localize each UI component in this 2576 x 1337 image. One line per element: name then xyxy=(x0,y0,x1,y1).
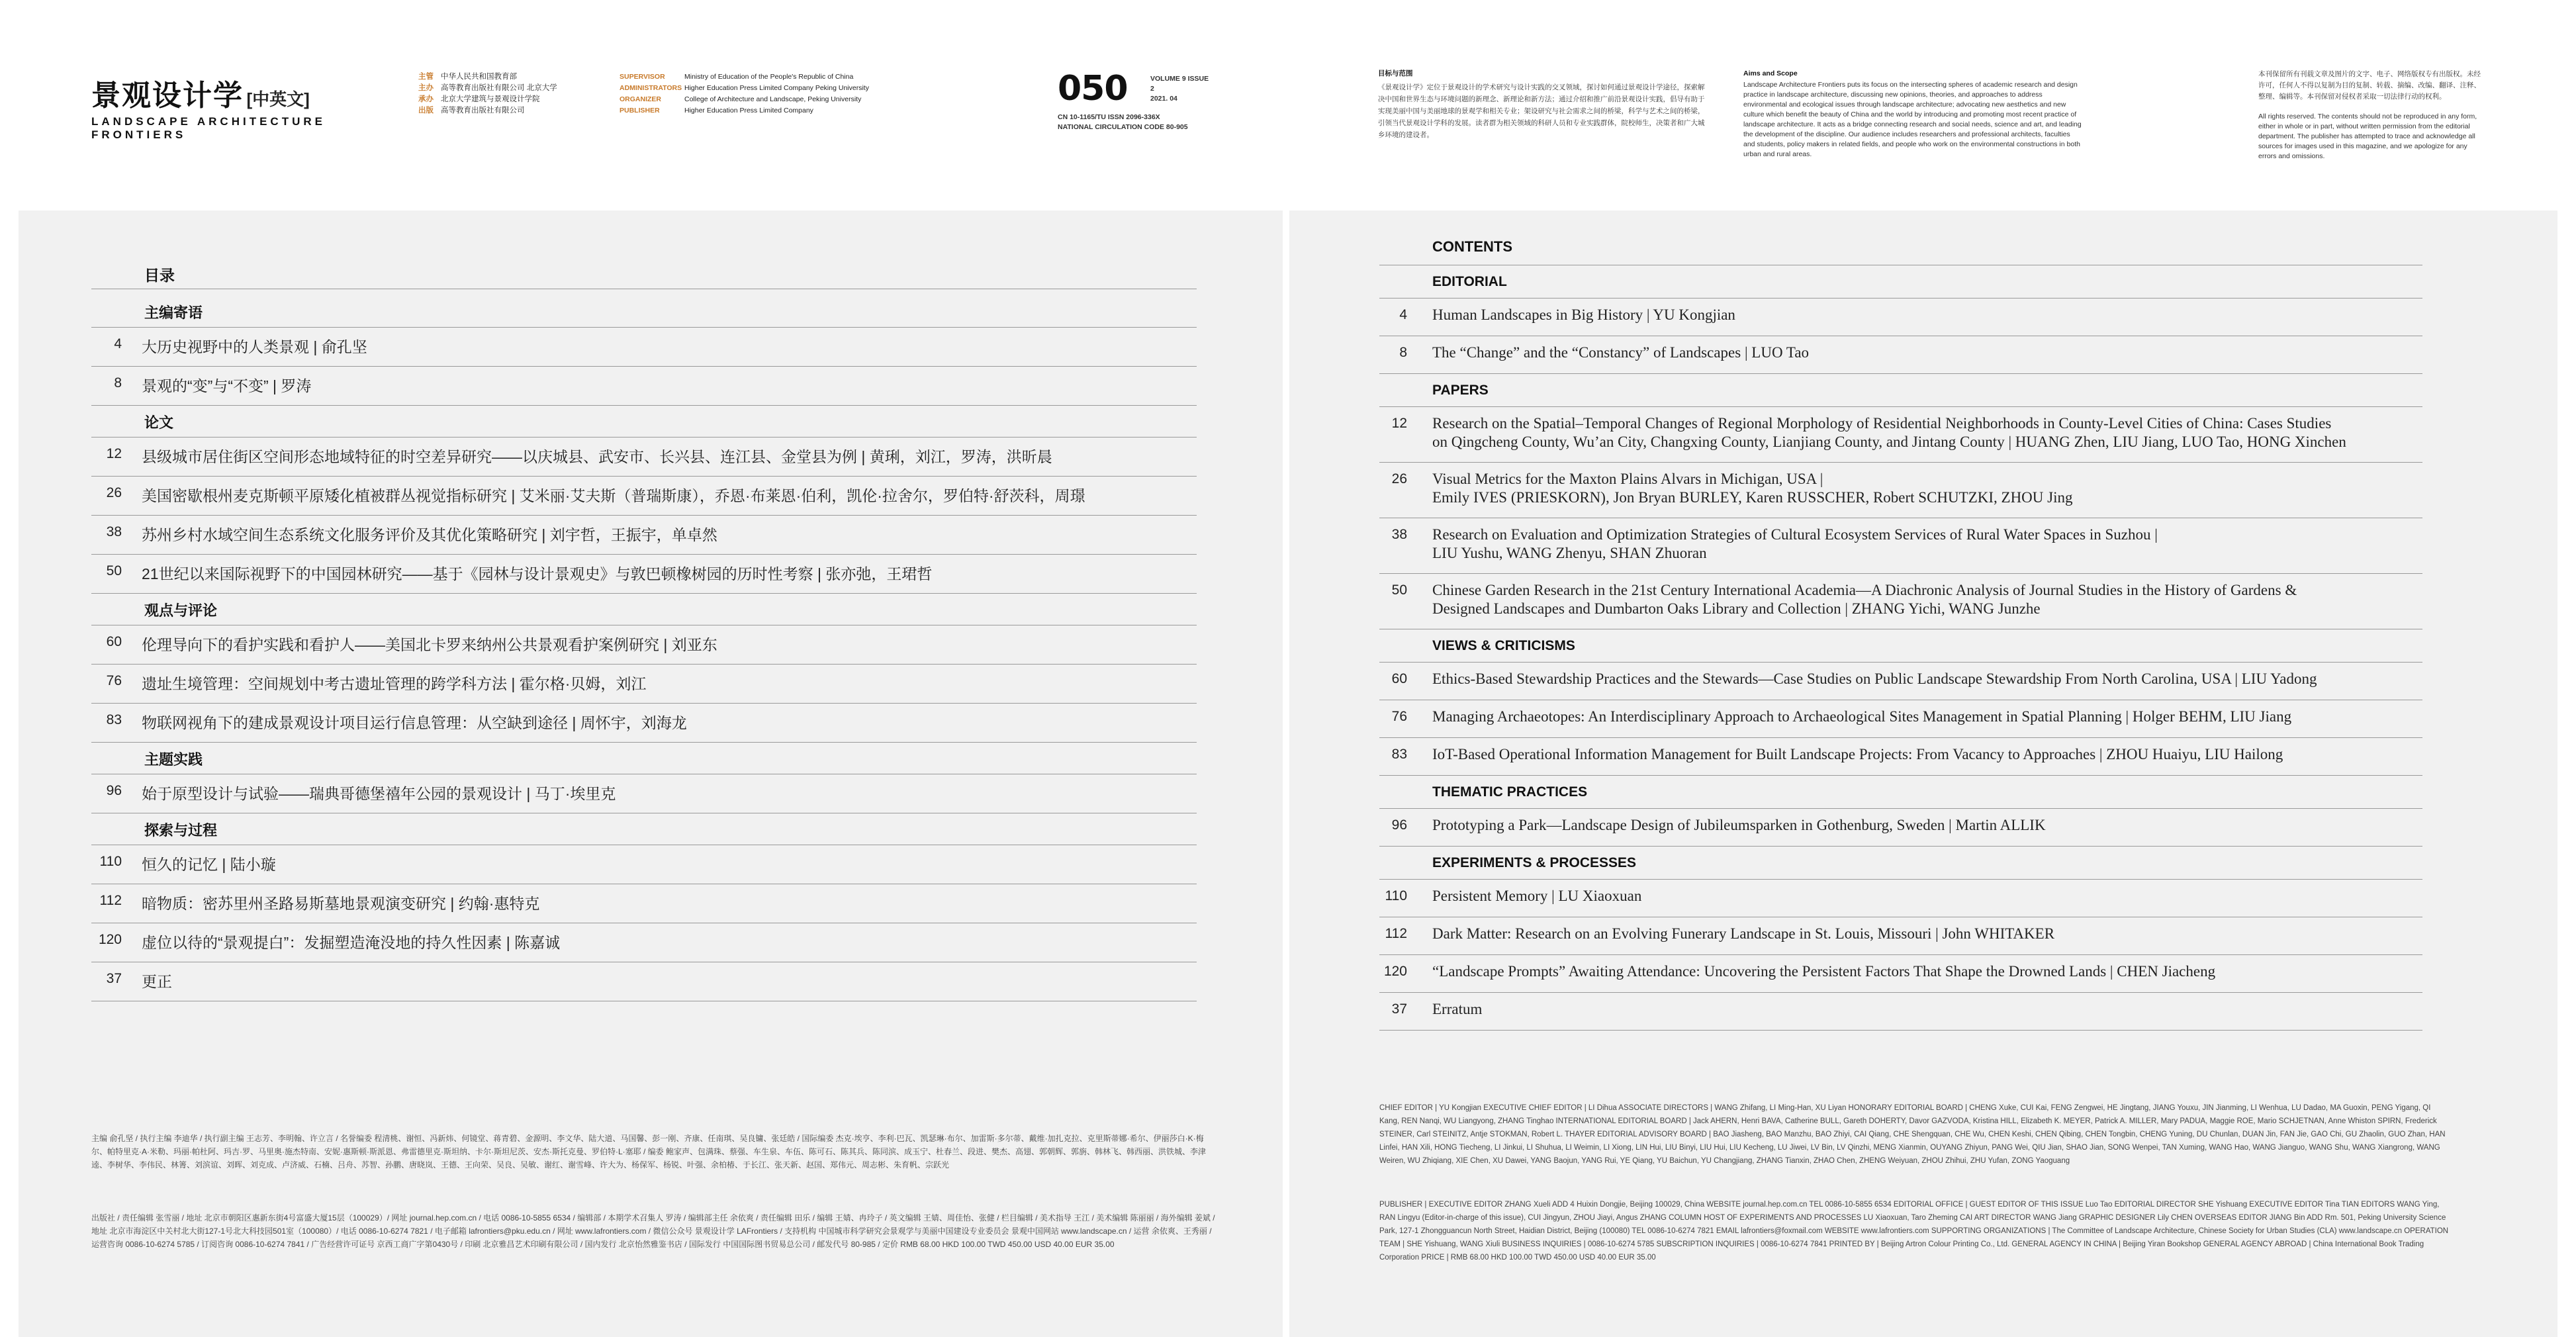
toc-en-entry-line: The “Change” and the “Constancy” of Landscapes | LUO Tao xyxy=(1432,344,1810,361)
toc-cn-page: 83 xyxy=(106,712,122,727)
toc-divider xyxy=(91,742,1197,743)
toc-cn-entry: 美国密歇根州麦克斯顿平原矮化植被群丛视觉指标研究 | 艾米丽·艾夫斯（普瑞斯康），乔恩·布莱恩·伯利，凯伦·拉舍尔，罗伯特·舒茨科，周璟 xyxy=(142,487,1085,504)
toc-divider xyxy=(1379,846,2422,847)
toc-cn-page: 37 xyxy=(106,971,122,986)
toc-divider xyxy=(1379,992,2422,993)
rights-notice xyxy=(2258,69,2485,161)
toc-divider xyxy=(1379,462,2422,463)
aims-cn-title: 目标与范围 xyxy=(1378,69,1413,77)
aims-en xyxy=(1743,69,2082,160)
toc-divider xyxy=(91,664,1197,665)
toc-en-page: 8 xyxy=(1399,345,1407,360)
toc-en-page: 38 xyxy=(1391,527,1407,542)
aims-cn-text: 《景观设计学》定位于景观设计的学术研究与设计实践的交叉领域，探讨如何通过景观设计学途径，探索解决中国和世界生态与环境问题的新理念、新理论和新方法；通过介绍和推广前沿景观设计实践，倡导有助于实现美丽中国与美丽地球的景观学和相关专业；架设研究与社会需求之间的桥梁，科学与艺术之间的桥梁，引领当代景观设计学科的发展。读者群为相关领域的科研人员和专业实践群体，院校师生，决策者和广大城乡环境的建设者。 xyxy=(1378,83,1705,139)
footer-cn-staff: 出版社 / 责任编辑 张雪丽 / 地址 北京市朝阳区惠新东街4号富盛大厦15层（100029）/ 网址 journal.hep.com.cn / 电话 0086-10-5855 6534 / 编辑部 / 本期学术召集人 罗涛 / 编辑部主任 余依爽 / 责任编辑 田乐 / 编辑 王婧、冉玲子 / 英文编辑 王婧、周佳怡、张健 / 栏目编辑 / 美术指导 王江 / 美术编辑 陈丽丽 / 海外编辑 姜斌 / 地址 北京市海淀区中关村北大街127-1号北大科技园501室（100080）/ 电话 0086-10-6274 7821 / 电子邮箱 lafrontiers@pku.edu.cn / 网址 www.lafrontiers.com / 微信公众号 景观设计学 LAFrontiers / 支持机构 中国城市科学研究会景观学与美丽中国建设专业委员会 景观中国网站 www.landscape.cn / 运营 余依爽、王秀丽 / 运营咨询 0086-10-6274 5785 / 订阅咨询 0086-10-6274 7841 / 广告经营许可证号 京西工商广字第0430号 / 印刷 北京雅昌艺术印刷有限公司 / 国内发行 北京怡然雅鉴书店 / 国际发行 中国国际图书贸易总公司 / 邮发代号 80-985 / 定价 RMB 68.00 HKD 100.00 TWD 450.00 USD 40.00 EUR 35.00 xyxy=(91,1213,1215,1249)
toc-divider xyxy=(1379,954,2422,955)
toc-cn-entry: 县级城市居住街区空间形态地域特征的时空差异研究——以庆城县、武安市、长兴县、连江县、金堂县为例 | 黄琍，刘江，罗涛，洪昕晨 xyxy=(142,448,1052,465)
toc-cn-page: 112 xyxy=(99,893,122,908)
footer-cn-editorial: 主编 俞孔坚 / 执行主编 李迪华 / 执行副主编 王志芳、李明翰、许立言 / 名誉编委 程清桃、谢恒、冯新炜、何镜堂、蒋青碧、金源明、李文华、陆大道、马国馨、彭一刚、齐康、任南琪、吴良镛、张廷皓 / 国际编委 杰克·埃亨、李利·巴瓦、凯瑟琳·布尔、加雷斯·多尔蒂、戴维·加扎克拉、克里斯蒂娜·希尔、伊丽莎白·K·梅尔、帕特里克·A·米勒、玛丽·帕杜阿、玛吉·罗、马里奥·施杰特南、安妮·惠斯顿·斯派恩、弗雷德里克·斯坦纳、卡尔·斯坦尼茨、安杰·斯托克曼、罗伯特·L·塞耶 / 编委 鲍家声、包满珠、蔡强、车生泉、车伍、陈可石、陈其兵、陈同滨、成玉宁、杜春兰、段进、樊杰、高翅、郭朝辉、郭旃、韩林飞、韩西丽、洪铁城、李津逵、李树华、李伟民、林箐、刘滨谊、刘晖、刘克成、卢济威、石楠、吕舟、苏智、孙鹏、唐晓岚、王德、王向荣、吴良、吴敏、谢红、谢雪峰、许大为、杨保军、杨锐、叶强、余柏椿、于长江、张天新、赵国、郑伟元、周志彬、朱育帆、宗跃光 xyxy=(91,1134,1206,1170)
publisher-en-row xyxy=(620,83,897,94)
toc-cn-page: 4 xyxy=(114,336,122,351)
toc-en-page: 96 xyxy=(1391,817,1407,833)
issue-cn-issn: CN 10-1165/TU ISSN 2096-336X xyxy=(1058,113,1160,121)
toc-divider xyxy=(91,327,1197,328)
toc-en-entry-line: Dark Matter: Research on an Evolving Funerary Landscape in St. Louis, Missouri | John WHITAKER xyxy=(1432,925,2055,942)
toc-en-page: 112 xyxy=(1385,926,1407,941)
publisher-cn-row xyxy=(418,71,617,83)
toc-en-entry-line: Emily IVES (PRIESKORN), Jon Bryan BURLEY, Karen RUSSCHER, Robert SCHUTZKI, ZHOU Jing xyxy=(1432,489,2073,506)
publisher-en-value: Higher Education Press Limited Company Peking University xyxy=(684,84,869,92)
publisher-cn-key: 出版 xyxy=(418,107,434,115)
toc-cn-entry: 遗址生境管理：空间规划中考古遗址管理的跨学科方法 | 霍尔格·贝姆，刘江 xyxy=(142,675,647,692)
toc-cn-section-title: 主编寄语 xyxy=(144,304,203,321)
publisher-cn-key: 主管 xyxy=(418,73,434,81)
toc-divider xyxy=(91,515,1197,516)
toc-en-entry-line: Research on Evaluation and Optimization Strategies of Cultural Ecosystem Services of Rural Water Spaces in Suzhou | xyxy=(1432,526,2158,543)
toc-en-page: 120 xyxy=(1383,964,1407,979)
toc-en-page: 4 xyxy=(1399,307,1407,322)
toc-cn-entry: 更正 xyxy=(142,973,172,990)
aims-en-text: Landscape Architecture Frontiers puts its focus on the intersecting spheres of academic research and design practice in landscape architecture, discussing new opinions, theories, and approaches to address environmental and ecological issues through landscape architecture; advocating new aesthetics and new culture which benefit the beauty of China and the world by introducing and promoting most recent practice of landscape architecture. It acts as a bridge connecting research and social needs, science and art, and leading the development of the discipline. Our audience includes researchers and professional architects, faculties and students, policy makers in related fields, and people who work on the environmental constructions in both urban and rural areas. xyxy=(1743,81,2082,158)
masthead-title-cn: 景观设计学 xyxy=(91,79,244,113)
toc-divider xyxy=(1379,1030,2422,1031)
toc-en-entry-line: Erratum xyxy=(1432,1001,1483,1017)
toc-en-entry-line: LIU Yushu, WANG Zhenyu, SHAN Zhuoran xyxy=(1432,545,1707,561)
toc-divider xyxy=(1379,808,2422,809)
toc-divider xyxy=(91,593,1197,594)
toc-cn-entry: 暗物质：密苏里州圣路易斯墓地景观演变研究 | 约翰·惠特克 xyxy=(142,895,540,912)
footer-en-staff: PUBLISHER | EXECUTIVE EDITOR ZHANG Xueli ADD 4 Huixin Dongjie, Beijing 100029, China WEBSITE journal.hep.com.cn TEL 0086-10-5855 6534 EDITORIAL OFFICE | GUEST EDITOR OF THIS ISSUE Luo Tao EDITORIAL DIRECTOR SHE Yishuang EXECUTIVE EDITOR Tina TIAN EDITORS WANG Ying, RAN Lingyu (Editor-in-charge of this issue), CUI Jingyun, ZHOU Jiayi, Angus ZHANG COLUMN HOST OF EXPERIMENTS AND PROCESSES LU Xiaoxuan, Taro Zheming CAI ART DIRECTOR WANG Jiang GRAPHIC DESIGNER Lily CHEN OVERSEAS EDITOR JIANG Bin ADD Rm. 501, Peking University Science Park, 127-1 Zhongguancun North Street, Haidian District, Beijing (100080) TEL 0086-10-6274 7821 EMAIL lafrontiers@foxmail.com WEBSITE www.lafrontiers.com SUPPORTING ORGANIZATIONS | The Committee of Landscape Architecture, Chinese Society for Urban Studies (CLA) www.landscape.cn OPERATION TEAM | SHE Yishuang, WANG Xiuli BUSINESS INQUIRIES | 0086-10-6274 5785 SUBSCRIPTION INQUIRIES | 0086-10-6274 7841 PRINTED BY | Beijing Artron Colour Printing Co., Ltd. GENERAL AGENCY IN CHINA | Beijing Yiran Bookshop GENERAL AGENCY ABROAD | China International Book Trading Corporation PRICE | RMB 68.00 HKD 100.00 TWD 450.00 USD 40.00 EUR 35.00 xyxy=(1379,1201,2449,1262)
toc-en-entry-line: Human Landscapes in Big History | YU Kongjian xyxy=(1432,306,1735,323)
toc-divider xyxy=(1379,737,2422,738)
toc-en-page: 83 xyxy=(1391,747,1407,762)
toc-cn xyxy=(19,210,1283,1071)
publisher-en-value: Higher Education Press Limited Company xyxy=(684,107,813,115)
footer-en-editorial: CHIEF EDITOR | YU Kongjian EXECUTIVE CHIEF EDITOR | LI Dihua ASSOCIATE DIRECTORS | WANG Zhifang, LI Ming-Han, XU Liyan HONORARY EDITORIAL BOARD | CHENG Xuke, CUI Kai, FENG Zengwei, HE Jingtang, JIANG Youxu, JIN Jianming, LI Wenhua, LU Dadao, MA Guoxin, PENG Yigang, QI Kang, REN Nanqi, WU Liangyong, ZHANG Tinghao INTERNATIONAL EDITORIAL BOARD | Jack AHERN, Henri BAVA, Catherine BULL, Gareth DOHERTY, Davor GAZVODA, Kristina HILL, Elizabeth K. MEYER, Patrick A. MILLER, Mary PADUA, Maggie ROE, Mario SCHJETNAN, Anne Whiston SPIRN, Frederick STEINER, Carl STEINITZ, Antje STOKMAN, Robert L. THAYER EDITORIAL ADVISORY BOARD | BAO Jiasheng, BAO Manzhu, BAO Zhiyi, CAI Qiang, CHE Shengquan, CHE Wu, CHEN Keshi, CHEN Qibing, CHEN Tongbin, CHENG Yuning, DU Chunlan, DUAN Jin, FAN Jie, GAO Chi, GU Zhaolin, GUO Zhan, HAN Linfei, HAN Xili, HONG Tiecheng, LI Jinkui, LI Shuhua, LI Weimin, LI Xiong, LIN Hui, LIU Binyi, LIU Hui, LIU Kecheng, LU Jiwei, LV Bin, LV Qinzhi, MENG Xianmin, OUYANG Zhiyun, PANG Wei, QIU Jian, SHAO Jian, SONG Wenpei, TAN Xuming, WANG Hao, WANG Jianguo, WANG Shu, WANG Xiangrong, WANG Weiren, WU Zhiqiang, XIE Chen, XU Dawei, YANG Baojun, YANG Rui, YE Qiang, YU Baichun, YU Changjiang, ZHANG Tianxin, ZHAO Chen, ZHENG Weiyuan, ZHOU Zhihui, ZHU Yufan, ZONG Yaoguang xyxy=(1379,1104,2446,1165)
toc-cn-heading: 目录 xyxy=(144,267,175,284)
toc-cn-entry: 虚位以待的“景观提白”：发掘塑造淹没地的持久性因素 | 陈嘉诚 xyxy=(142,934,561,951)
toc-en-section-title: VIEWS & CRITICISMS xyxy=(1432,638,1575,653)
toc-cn-page: 110 xyxy=(99,854,122,869)
toc-cn-page: 76 xyxy=(106,673,122,688)
publisher-en-key: PUBLISHER xyxy=(620,107,660,115)
toc-en-entry-line: Managing Archaeotopes: An Interdisciplinary Approach to Archaeological Sites Management in Spatial Planning | Holger BEHM, LIU Jiang xyxy=(1432,708,2292,725)
toc-en-entry-line: Research on the Spatial–Temporal Changes of Regional Morphology of Residential Neighborhoods in County-Level Cities of China: Cases Studies xyxy=(1432,415,2332,432)
issue-volume: VOLUME 9 ISSUE 2 xyxy=(1150,75,1209,93)
toc-en-page: 76 xyxy=(1391,709,1407,724)
toc-cn-entry: 景观的“变”与“不变” | 罗涛 xyxy=(142,377,312,394)
toc-divider xyxy=(91,437,1197,438)
issue-circulation: NATIONAL CIRCULATION CODE 80-905 xyxy=(1058,123,1188,131)
publisher-en-key: SUPERVISOR xyxy=(620,73,665,81)
masthead xyxy=(91,71,343,141)
toc-cn-entry: 恒久的记忆 | 陆小璇 xyxy=(142,856,276,873)
toc-en-page: 37 xyxy=(1391,1001,1407,1017)
publisher-cn-value: 高等教育出版社有限公司 xyxy=(441,107,525,115)
toc-cn-section-title: 观点与评论 xyxy=(144,602,218,619)
toc-en-entry-line: Persistent Memory | LU Xiaoxuan xyxy=(1432,888,1642,904)
toc-cn-entry: 物联网视角下的建成景观设计项目运行信息管理：从空缺到途径 | 周怀宇，刘海龙 xyxy=(142,714,687,731)
toc-en-section-title: PAPERS xyxy=(1432,383,1489,398)
toc-cn-page: 38 xyxy=(106,524,122,539)
toc-cn-page: 60 xyxy=(106,634,122,649)
publishers-en xyxy=(620,71,897,116)
issue-date: 2021. 04 xyxy=(1150,95,1177,103)
publisher-cn-value: 北京大学建筑与景观设计学院 xyxy=(441,95,540,103)
toc-cn-page: 120 xyxy=(98,932,122,947)
toc-cn-page: 26 xyxy=(106,485,122,500)
publisher-cn-key: 承办 xyxy=(418,95,434,103)
toc-divider xyxy=(1379,775,2422,776)
toc-cn-page: 96 xyxy=(106,783,122,798)
toc-panel-cn xyxy=(19,210,1283,1337)
toc-divider xyxy=(91,554,1197,555)
issue-block xyxy=(1058,69,1209,132)
rights-cn: 本刊保留所有刊载文章及图片的文字、电子、网络版权专有出版权。未经许可，任何人不得以复制为目的复制、转载、摘编、改编、翻译、注释、整理、编辑等。本刊保留对侵权者采取一切法律行动的权利。 xyxy=(2258,70,2481,101)
masthead-tag: [中英文] xyxy=(246,89,310,109)
publisher-cn-value: 中华人民共和国教育部 xyxy=(441,73,517,81)
publisher-en-row xyxy=(620,71,897,83)
publisher-cn-row xyxy=(418,105,617,116)
toc-cn-page: 50 xyxy=(106,563,122,578)
publisher-en-row xyxy=(620,94,897,105)
toc-divider xyxy=(1379,879,2422,880)
toc-en-entry-line: “Landscape Prompts” Awaiting Attendance: Uncovering the Persistent Factors That Shape the Drowned Lands | CHEN Jiacheng xyxy=(1432,963,2216,980)
toc-divider xyxy=(1379,373,2422,374)
toc-en-heading: CONTENTS xyxy=(1432,238,1512,255)
publisher-en-value: College of Architecture and Landscape, Peking University xyxy=(684,95,862,103)
toc-en-entry-line: IoT-Based Operational Information Management for Built Landscape Projects: From Vacancy to Approaches | ZHOU Huaiyu, LIU Hailong xyxy=(1432,746,2283,762)
publisher-en-value: Ministry of Education of the People's Republic of China xyxy=(684,73,854,81)
publisher-cn-row xyxy=(418,83,617,94)
toc-cn-entry: 大历史视野中的人类景观 | 俞孔坚 xyxy=(142,338,367,355)
toc-en-page: 26 xyxy=(1391,471,1407,486)
publisher-cn-row xyxy=(418,94,617,105)
publishers-cn xyxy=(418,71,617,116)
toc-divider xyxy=(91,366,1197,367)
toc-en-page: 12 xyxy=(1391,416,1407,431)
toc-en-page: 110 xyxy=(1385,888,1407,903)
aims-en-title: Aims and Scope xyxy=(1743,69,1798,77)
toc-cn-section-title: 探索与过程 xyxy=(144,822,218,839)
issue-number: 050 xyxy=(1058,69,1128,109)
toc-divider xyxy=(1379,662,2422,663)
toc-en-entry-line: Chinese Garden Research in the 21st Century International Academia—A Diachronic Analysis of Journal Studies in the History of Gardens & xyxy=(1432,582,2297,598)
toc-en-page: 60 xyxy=(1391,671,1407,686)
masthead-title-en: LANDSCAPE ARCHITECTURE FRONTIERS xyxy=(91,115,326,141)
toc-en-entry-line: on Qingcheng County, Wu’an City, Changxing County, Lianjiang County, and Jintang County | HUANG Zhen, LIU Jiang, LUO Tao, HONG Xinchen xyxy=(1432,434,2346,450)
toc-divider xyxy=(1379,298,2422,299)
toc-en-entry-line: Visual Metrics for the Maxton Plains Alvars in Michigan, USA | xyxy=(1432,471,1823,487)
toc-divider xyxy=(91,405,1197,406)
toc-divider xyxy=(1379,406,2422,407)
toc-cn-section-title: 主题实践 xyxy=(144,751,203,768)
rights-en: All rights reserved. The contents should not be reproduced in any form, either in whole or in part, without written permission from the editorial department. The publisher has attempted to trace and acknowledge all sources for images used in this magazine, and we apologize for any errors and omissions. xyxy=(2258,113,2477,160)
publisher-cn-value: 高等教育出版社有限公司 北京大学 xyxy=(441,84,557,92)
publisher-en-key: ADMINISTRATORS xyxy=(620,84,682,92)
toc-cn-entry: 21世纪以来国际视野下的中国园林研究——基于《园林与设计景观史》与敦巴顿橡树园的历时性考察 | 张亦弛，王珺哲 xyxy=(142,565,933,582)
toc-en-page: 50 xyxy=(1391,582,1407,598)
toc-divider xyxy=(1379,573,2422,574)
toc-divider xyxy=(91,476,1197,477)
toc-cn-page: 8 xyxy=(114,375,122,391)
toc-en-entry-line: Prototyping a Park—Landscape Design of Jubileumsparken in Gothenburg, Sweden | Martin ALLIK xyxy=(1432,817,2046,833)
toc-divider xyxy=(91,703,1197,704)
toc-en-section-title: EXPERIMENTS & PROCESSES xyxy=(1432,855,1637,870)
aims-cn xyxy=(1378,69,1710,141)
publisher-en-key: ORGANIZER xyxy=(620,95,661,103)
toc-panel-en xyxy=(1289,210,2557,1337)
toc-en-entry-line: Designed Landscapes and Dumbarton Oaks Library and Collection | ZHANG Yichi, WANG Junzhe xyxy=(1432,600,2041,617)
toc-cn-entry: 始于原型设计与试验——瑞典哥德堡禧年公园的景观设计 | 马丁·埃里克 xyxy=(142,785,616,802)
toc-cn-page: 12 xyxy=(106,446,122,461)
toc-cn-entry: 伦理导向下的看护实践和看护人——美国北卡罗来纳州公共景观看护案例研究 | 刘亚东 xyxy=(142,636,717,653)
toc-cn-entry: 苏州乡村水域空间生态系统文化服务评价及其优化策略研究 | 刘宇哲，王振宇，单卓然 xyxy=(142,526,717,543)
toc-en-entry-line: Ethics-Based Stewardship Practices and the Stewards—Case Studies on Public Landscape Stewardship From North Carolina, USA | LIU Yadong xyxy=(1432,670,2317,687)
toc-en-section-title: EDITORIAL xyxy=(1432,274,1507,289)
publisher-en-row xyxy=(620,105,897,116)
toc-en-section-title: THEMATIC PRACTICES xyxy=(1432,784,1588,800)
publisher-cn-key: 主办 xyxy=(418,84,434,92)
toc-en xyxy=(1289,210,2557,1071)
toc-cn-section-title: 论文 xyxy=(144,414,174,431)
